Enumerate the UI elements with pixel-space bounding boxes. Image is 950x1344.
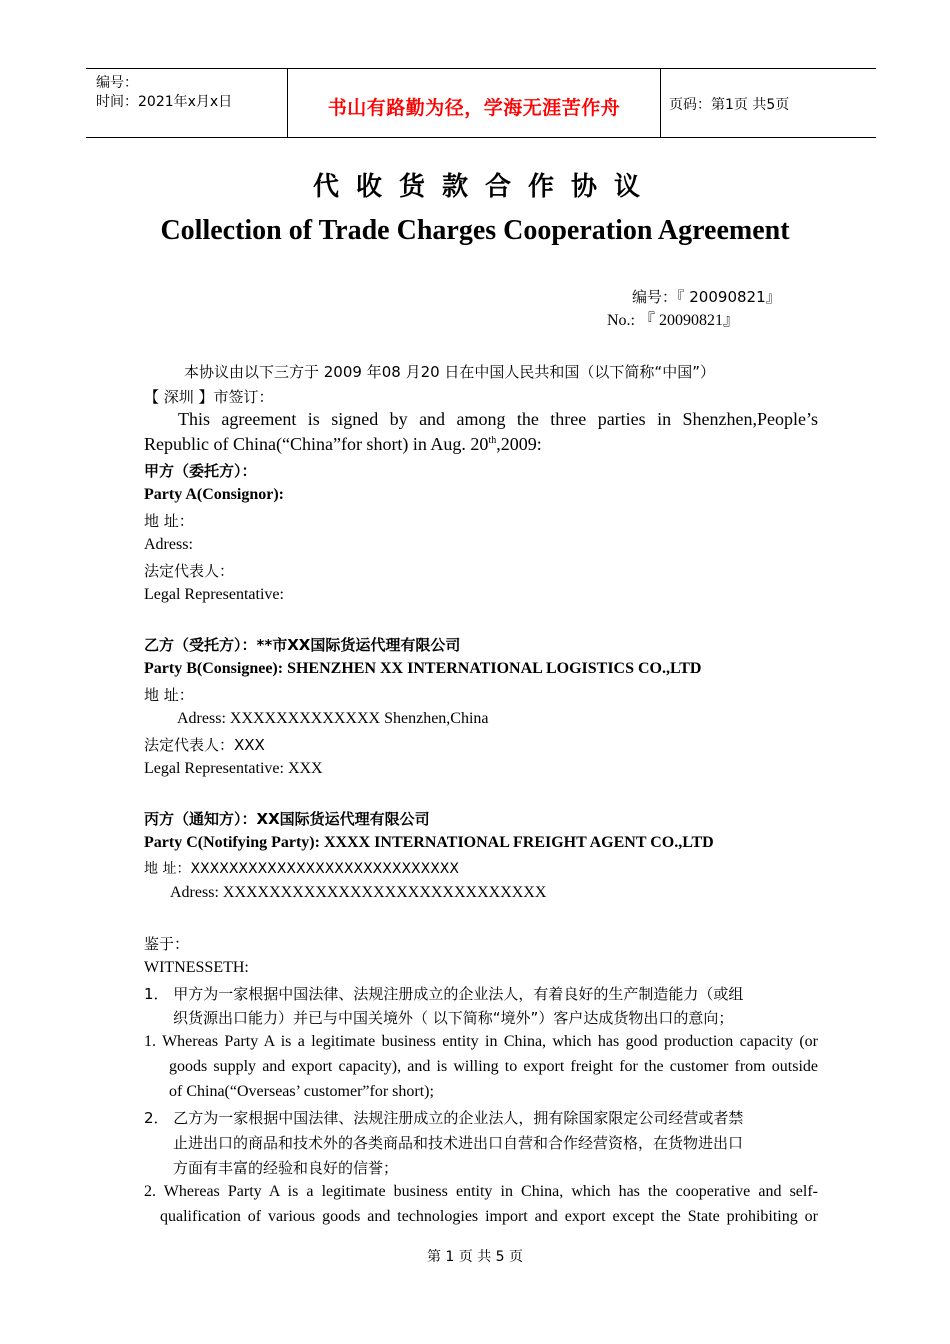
party-c-address-cn: 地 址：XXXXXXXXXXXXXXXXXXXXXXXXXXXX [144, 861, 459, 877]
party-a-address-cn: 地 址： [144, 512, 194, 530]
party-b-address-cn: 地 址： [144, 686, 194, 704]
party-c-address-en: Adress: XXXXXXXXXXXXXXXXXXXXXXXXXXXX [170, 884, 547, 901]
party-c-title-en: Party C(Notifying Party): XXXX INTERNATIONAL FREIGHT AGENT CO.,LTD [144, 834, 714, 851]
page-footer: 第 1 页 共 5 页 [426, 1249, 524, 1265]
witness-cn: 鉴于： [144, 935, 190, 953]
intro-en-line2: Republic of China(“China”for short) in Aug. 20th,2009: [144, 434, 542, 454]
agreement-number-en: No.: 『 20090821』 [607, 312, 740, 329]
header-page-label: 页码：第1页 共5页 [669, 97, 790, 113]
party-b-rep-en: Legal Representative: XXX [144, 760, 323, 777]
party-a-rep-cn: 法定代表人： [144, 562, 235, 580]
intro-cn-line1: 本协议由以下三方于 2009 年08 月20 日在中国人民共和国（以下简称“中国”） [184, 363, 715, 381]
intro-cn-line2: 【 深圳 】市签订： [144, 388, 274, 406]
agreement-number-cn: 编号：『 20090821』 [632, 288, 781, 306]
party-a-title-cn: 甲方（委托方）： [144, 462, 257, 480]
item1-en-line3: of China(“Overseas’ customer”for short); [169, 1083, 434, 1100]
item2-en-line1: 2. Whereas Party A is a legitimate business entity in China, which has the cooperative and self- [144, 1183, 818, 1200]
item1-cn-line2: 织货源出口能力）并已与中国关境外（ 以下简称“境外”）客户达成货物出口的意向； [173, 1009, 734, 1027]
header-right-cell [661, 69, 876, 137]
header-time-label: 时间：2021年x月x日 [96, 94, 233, 110]
item2-cn-line1: 2． 乙方为一家根据中国法律、法规注册成立的企业法人，拥有除国家限定公司经营或者禁 [144, 1109, 744, 1127]
item1-en-line2: goods supply and export capacity), and is willing to export freight for the customer from outside [169, 1058, 818, 1075]
document-title-cn: 代收货款合作协议 [312, 172, 657, 202]
party-a-rep-en: Legal Representative: [144, 586, 284, 603]
header-motto: 书山有路勤为径，学海无涯苦作舟 [327, 97, 621, 119]
party-b-title-cn: 乙方（受托方）：**市XX国际货运代理有限公司 [144, 636, 461, 654]
party-c-title-cn: 丙方（通知方）：XX国际货运代理有限公司 [144, 810, 430, 828]
item1-en-line1: 1. Whereas Party A is a legitimate business entity in China, which has good production capacity (or [144, 1033, 818, 1050]
header-code-label: 编号： [96, 75, 138, 91]
document-title-en: Collection of Trade Charges Cooperation Agreement [160, 215, 790, 246]
intro-en-line1: This agreement is signed by and among the three parties in Shenzhen,People’s [178, 409, 818, 429]
page-header [86, 68, 876, 138]
witness-en: WITNESSETH: [144, 959, 249, 976]
party-b-title-en: Party B(Consignee): SHENZHEN XX INTERNATIONAL LOGISTICS CO.,LTD [144, 660, 702, 677]
item2-cn-line2: 止进出口的商品和技术外的各类商品和技术进出口自营和合作经营资格，在货物进出口 [173, 1134, 744, 1152]
party-a-address-en: Adress: [144, 536, 193, 553]
party-a-title-en: Party A(Consignor): [144, 486, 284, 503]
party-b-rep-cn: 法定代表人：XXX [144, 736, 265, 754]
header-left-cell [86, 69, 287, 137]
item2-en-line2: qualification of various goods and technologies import and export except the State prohibiting or [160, 1208, 818, 1225]
party-b-address-en: Adress: XXXXXXXXXXXXX Shenzhen,China [177, 710, 489, 727]
item2-cn-line3: 方面有丰富的经验和良好的信誉； [173, 1159, 399, 1177]
header-center-cell [287, 69, 661, 137]
item1-cn-line1: 1． 甲方为一家根据中国法律、法规注册成立的企业法人，有着良好的生产制造能力（或组 [144, 985, 744, 1003]
